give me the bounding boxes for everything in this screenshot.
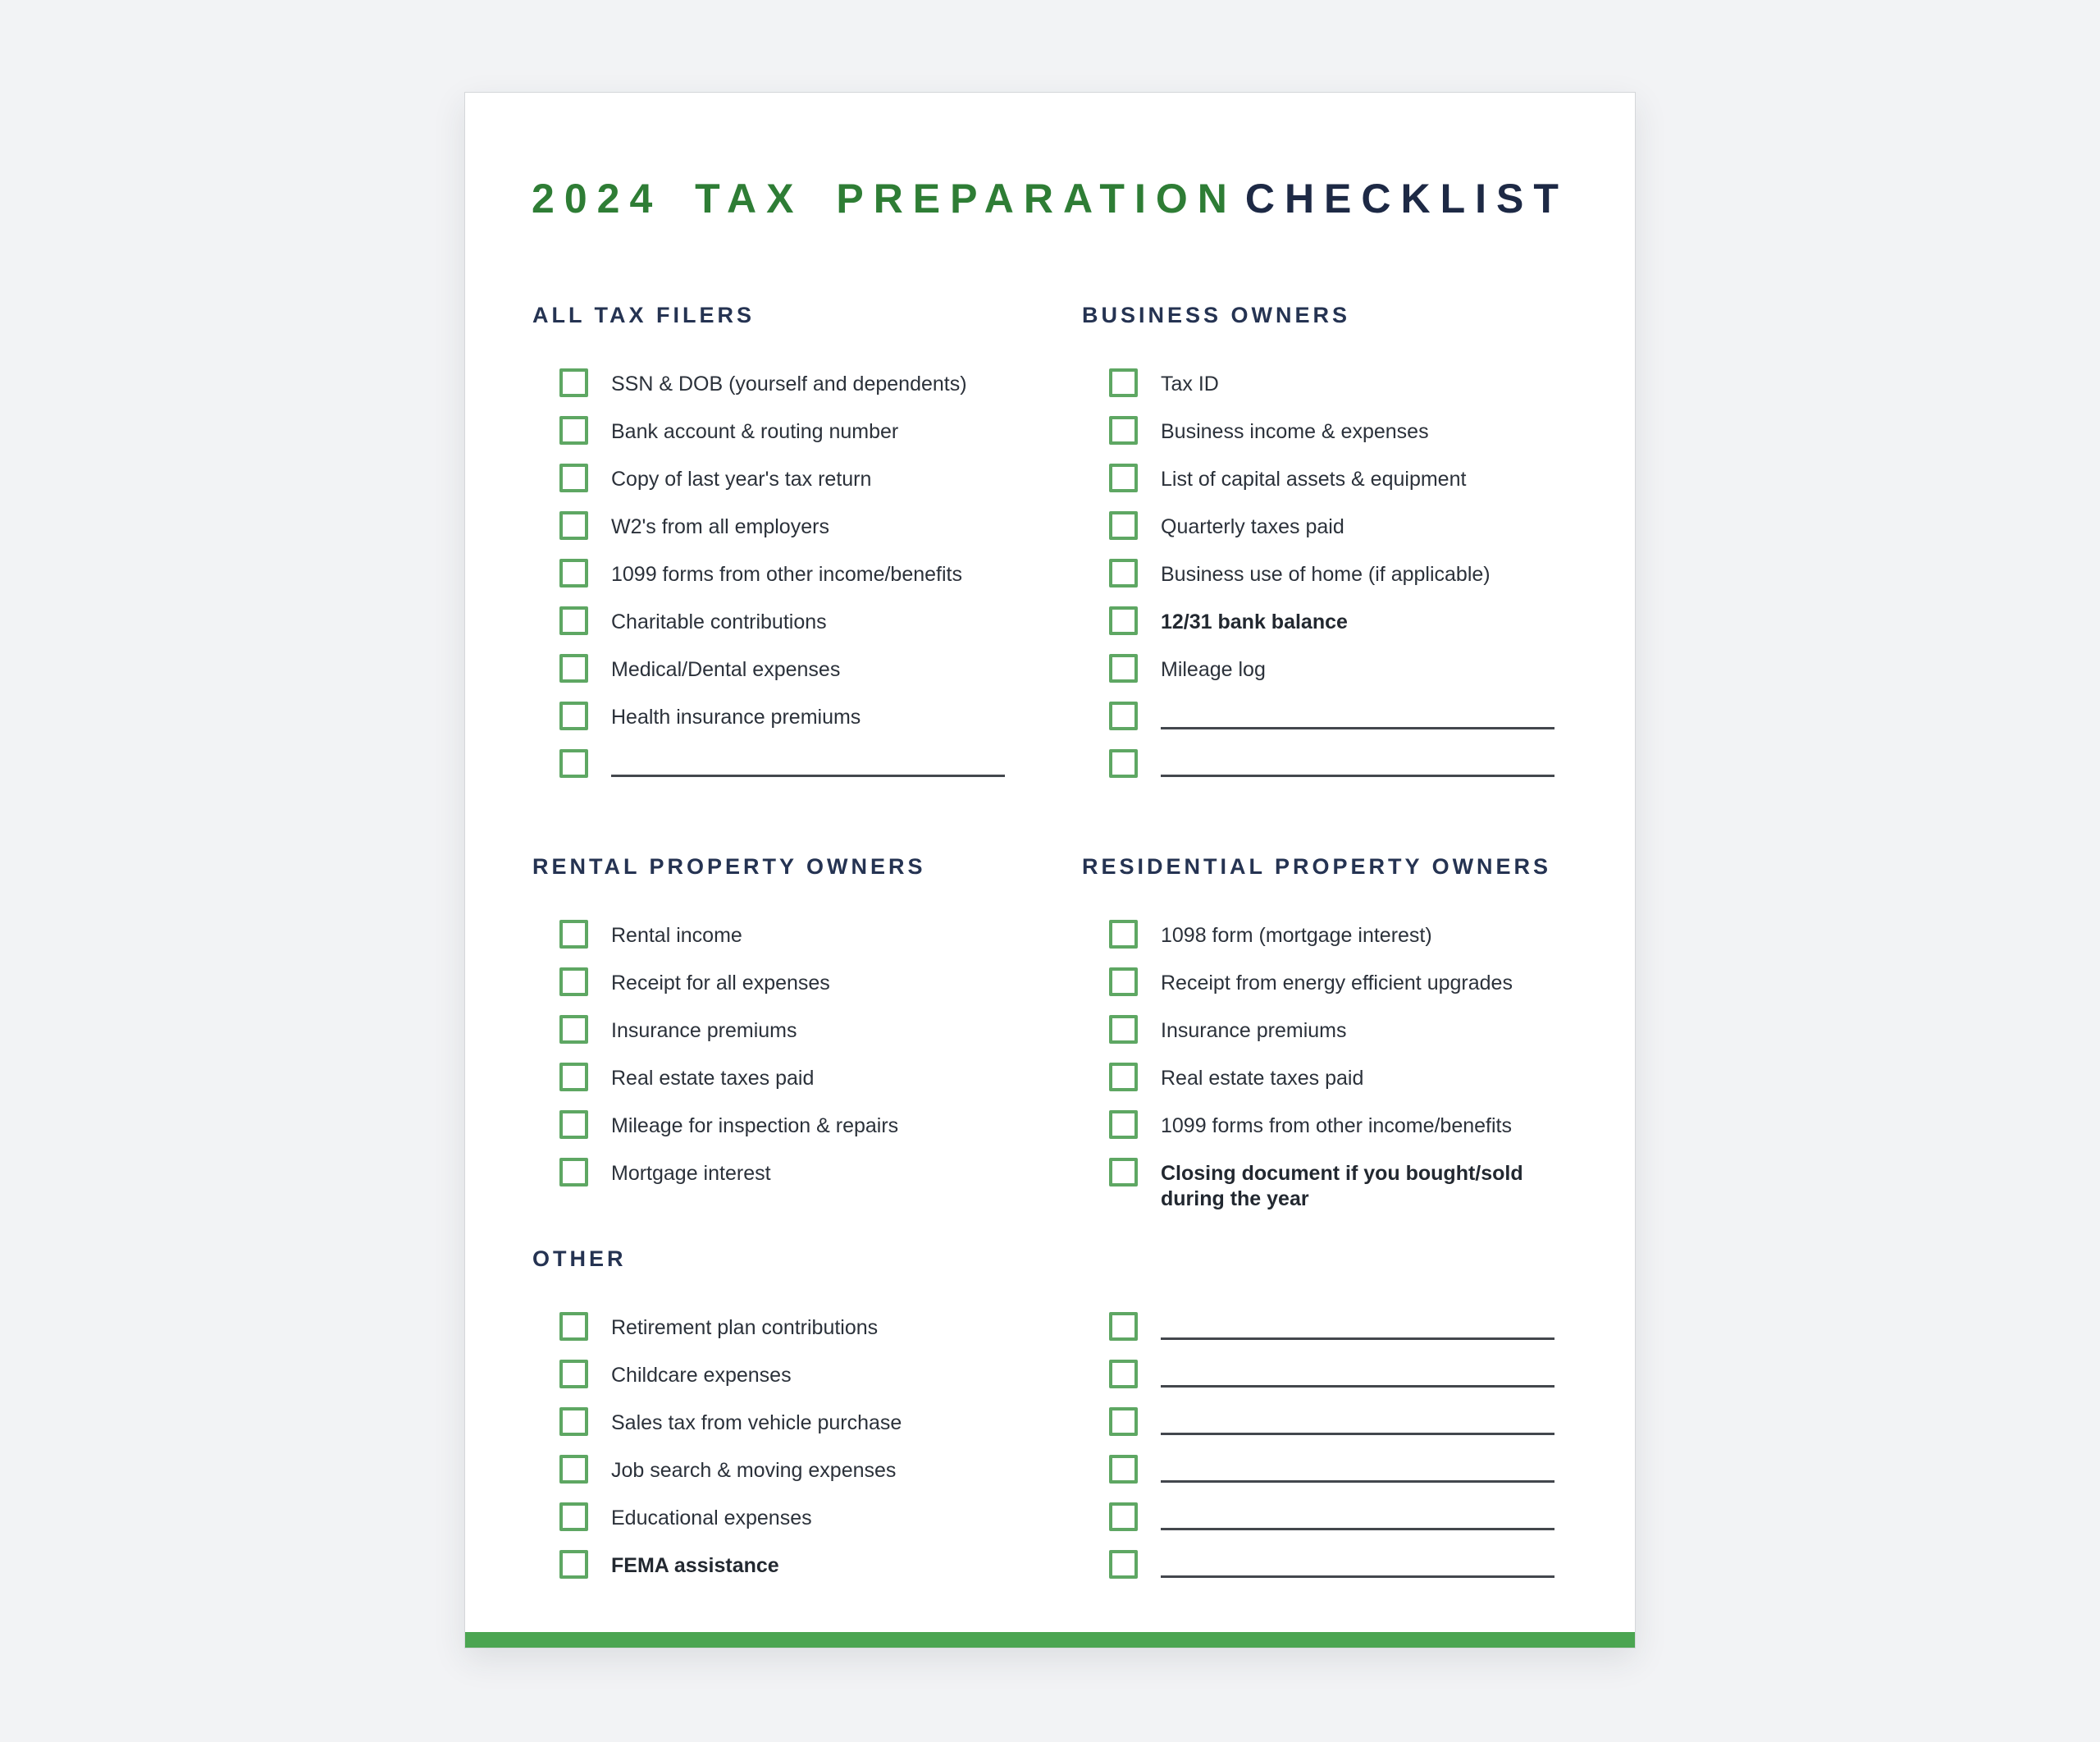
checklist-row <box>1082 654 1610 702</box>
checkbox[interactable] <box>1109 1110 1138 1139</box>
write-in-line <box>1161 702 1554 729</box>
checkbox[interactable] <box>559 559 588 588</box>
checklist-item-label: Medical/Dental expenses <box>611 658 841 681</box>
checklist-item-label: 1098 form (mortgage interest) <box>1161 924 1432 947</box>
section-extra-write-ins <box>1082 1246 1610 1598</box>
section-title: RENTAL PROPERTY OWNERS <box>532 854 926 879</box>
checkbox[interactable] <box>1109 1063 1138 1091</box>
checkbox[interactable] <box>559 702 588 730</box>
page-title-green-part: 2024 TAX PREPARATION <box>532 176 1237 222</box>
write-in-line <box>1161 1360 1554 1388</box>
write-in-line <box>611 749 1005 777</box>
page-title <box>465 175 1635 222</box>
checklist-row <box>532 1158 1061 1205</box>
checklist-item-label: Receipt from energy efficient upgrades <box>1161 972 1513 994</box>
section-title: RESIDENTIAL PROPERTY OWNERS <box>1082 854 1552 879</box>
checkbox[interactable] <box>1109 1015 1138 1044</box>
checkbox[interactable] <box>1109 511 1138 540</box>
checklist-row <box>532 1015 1061 1063</box>
checklist-row <box>532 1407 1061 1455</box>
checklist-row <box>532 702 1061 749</box>
checklist-item-label: FEMA assistance <box>611 1554 779 1577</box>
checklist-row <box>1082 1360 1610 1407</box>
checklist-row <box>1082 1063 1610 1110</box>
write-in-line <box>1161 1407 1554 1435</box>
checklist-item-label: Business income & expenses <box>1161 420 1429 443</box>
section-title: BUSINESS OWNERS <box>1082 303 1351 327</box>
checklist-item-label: Mileage for inspection & repairs <box>611 1114 899 1137</box>
checklist-row <box>532 464 1061 511</box>
checklist-item-label: 1099 forms from other income/benefits <box>1161 1114 1512 1137</box>
checklist-item-label: List of capital assets & equipment <box>1161 468 1467 491</box>
checklist-row <box>1082 1550 1610 1598</box>
checkbox[interactable] <box>559 1110 588 1139</box>
write-in-line <box>1161 749 1554 777</box>
checklist-row <box>532 416 1061 464</box>
checklist <box>1082 920 1610 1212</box>
checkbox[interactable] <box>1109 1550 1138 1579</box>
checkbox[interactable] <box>559 606 588 635</box>
checklist-row <box>532 1502 1061 1550</box>
checkbox[interactable] <box>559 654 588 683</box>
checklist-row <box>1082 416 1610 464</box>
checklist-row <box>532 559 1061 606</box>
checklist-row <box>532 654 1061 702</box>
checklist-item-label: Receipt for all expenses <box>611 972 830 994</box>
checklist-row <box>1082 464 1610 511</box>
checkbox[interactable] <box>1109 1312 1138 1341</box>
checklist-row <box>1082 1312 1610 1360</box>
write-in-line <box>1161 1312 1554 1340</box>
checklist-item-label: Job search & moving expenses <box>611 1459 897 1482</box>
checklist-item-label: W2's from all employers <box>611 515 829 538</box>
checklist <box>532 368 1061 797</box>
checkbox[interactable] <box>559 967 588 996</box>
checkbox[interactable] <box>1109 1158 1138 1186</box>
section-all-tax-filers <box>532 303 1061 797</box>
checklist-row <box>1082 1015 1610 1063</box>
section-title: OTHER <box>532 1246 627 1271</box>
write-in-line <box>1161 1455 1554 1483</box>
checklist-row <box>1082 606 1610 654</box>
checkbox[interactable] <box>559 1407 588 1436</box>
checklist-item-label: 12/31 bank balance <box>1161 610 1348 633</box>
section-rental-property-owners <box>532 854 1061 1205</box>
checklist-item-label: Mortgage interest <box>611 1162 771 1185</box>
checkbox[interactable] <box>559 1502 588 1531</box>
checklist-row <box>1082 1502 1610 1550</box>
checkbox[interactable] <box>559 416 588 445</box>
checklist-row <box>532 920 1061 967</box>
checklist-item-label: Mileage log <box>1161 658 1266 681</box>
checklist-row <box>532 967 1061 1015</box>
checklist-row <box>532 1455 1061 1502</box>
checklist-row <box>532 749 1061 797</box>
section-residential-property-owners <box>1082 854 1610 1212</box>
checklist-row <box>532 606 1061 654</box>
section-business-owners <box>1082 303 1610 797</box>
checklist-row <box>532 511 1061 559</box>
checklist-row <box>532 1312 1061 1360</box>
checklist <box>1082 1312 1610 1598</box>
checkbox[interactable] <box>559 1312 588 1341</box>
checklist-row <box>532 1110 1061 1158</box>
checkbox[interactable] <box>559 1015 588 1044</box>
checklist-row <box>532 1550 1061 1598</box>
checklist-item-label: Business use of home (if applicable) <box>1161 563 1491 586</box>
checkbox[interactable] <box>559 920 588 949</box>
checkbox[interactable] <box>559 1550 588 1579</box>
checkbox[interactable] <box>1109 464 1138 492</box>
checkbox[interactable] <box>1109 368 1138 397</box>
checkbox[interactable] <box>559 464 588 492</box>
checklist-item-label: Sales tax from vehicle purchase <box>611 1411 902 1434</box>
checkbox[interactable] <box>559 1158 588 1186</box>
checkbox[interactable] <box>1109 416 1138 445</box>
checkbox[interactable] <box>1109 1455 1138 1484</box>
checklist-item-label: SSN & DOB (yourself and dependents) <box>611 373 967 395</box>
checklist-item-label: Real estate taxes paid <box>1161 1067 1364 1090</box>
checklist-row <box>1082 1455 1610 1502</box>
write-in-line <box>1161 1502 1554 1530</box>
checklist-row <box>1082 559 1610 606</box>
checklist <box>1082 368 1610 797</box>
checkbox[interactable] <box>559 1455 588 1484</box>
checkbox[interactable] <box>559 749 588 778</box>
checklist-item-label: Charitable contributions <box>611 610 827 633</box>
checkbox[interactable] <box>559 511 588 540</box>
checklist-item-label: Insurance premiums <box>611 1019 797 1042</box>
checkbox[interactable] <box>1109 967 1138 996</box>
checklist-row <box>532 1360 1061 1407</box>
checklist-row <box>1082 511 1610 559</box>
section-other <box>532 1246 1061 1598</box>
checklist-item-label: Retirement plan contributions <box>611 1316 879 1339</box>
checkbox[interactable] <box>1109 1407 1138 1436</box>
checklist-row <box>532 368 1061 416</box>
checklist <box>532 1312 1061 1598</box>
checkbox[interactable] <box>1109 749 1138 778</box>
checkbox[interactable] <box>1109 606 1138 635</box>
checklist-row <box>1082 967 1610 1015</box>
footer-accent-bar <box>465 1632 1635 1648</box>
write-in-line <box>1161 1550 1554 1578</box>
section-title: ALL TAX FILERS <box>532 303 755 327</box>
checklist-row <box>1082 1407 1610 1455</box>
checklist-item-label: Copy of last year's tax return <box>611 468 872 491</box>
checklist-item-label: Quarterly taxes paid <box>1161 515 1344 538</box>
checklist-row <box>1082 920 1610 967</box>
checklist-row <box>1082 1110 1610 1158</box>
checklist <box>532 920 1061 1205</box>
checklist-item-label: Childcare expenses <box>611 1364 792 1387</box>
checkbox[interactable] <box>1109 702 1138 730</box>
checklist-document <box>464 92 1636 1648</box>
checklist-row <box>532 1063 1061 1110</box>
checklist-item-label: Closing document if you bought/sold during the year <box>1161 1162 1523 1210</box>
checkbox[interactable] <box>1109 920 1138 949</box>
checklist-item-label: 1099 forms from other income/benefits <box>611 563 962 586</box>
checklist-item-label: Bank account & routing number <box>611 420 899 443</box>
checklist-item-label: Educational expenses <box>611 1507 812 1529</box>
checklist-row <box>1082 1158 1610 1212</box>
checklist-item-label: Rental income <box>611 924 742 947</box>
checkbox[interactable] <box>559 1360 588 1388</box>
checklist-item-label: Tax ID <box>1161 373 1219 395</box>
checklist-row <box>1082 368 1610 416</box>
checklist-row <box>1082 749 1610 797</box>
checklist-item-label: Real estate taxes paid <box>611 1067 815 1090</box>
checkbox[interactable] <box>1109 1360 1138 1388</box>
checkbox[interactable] <box>559 368 588 397</box>
checkbox[interactable] <box>1109 559 1138 588</box>
page-title-navy-part: CHECKLIST <box>1244 176 1568 222</box>
checklist-item-label: Health insurance premiums <box>611 706 861 729</box>
checkbox[interactable] <box>1109 1502 1138 1531</box>
checklist-row <box>1082 702 1610 749</box>
checkbox[interactable] <box>1109 654 1138 683</box>
checkbox[interactable] <box>559 1063 588 1091</box>
checklist-item-label: Insurance premiums <box>1161 1019 1347 1042</box>
